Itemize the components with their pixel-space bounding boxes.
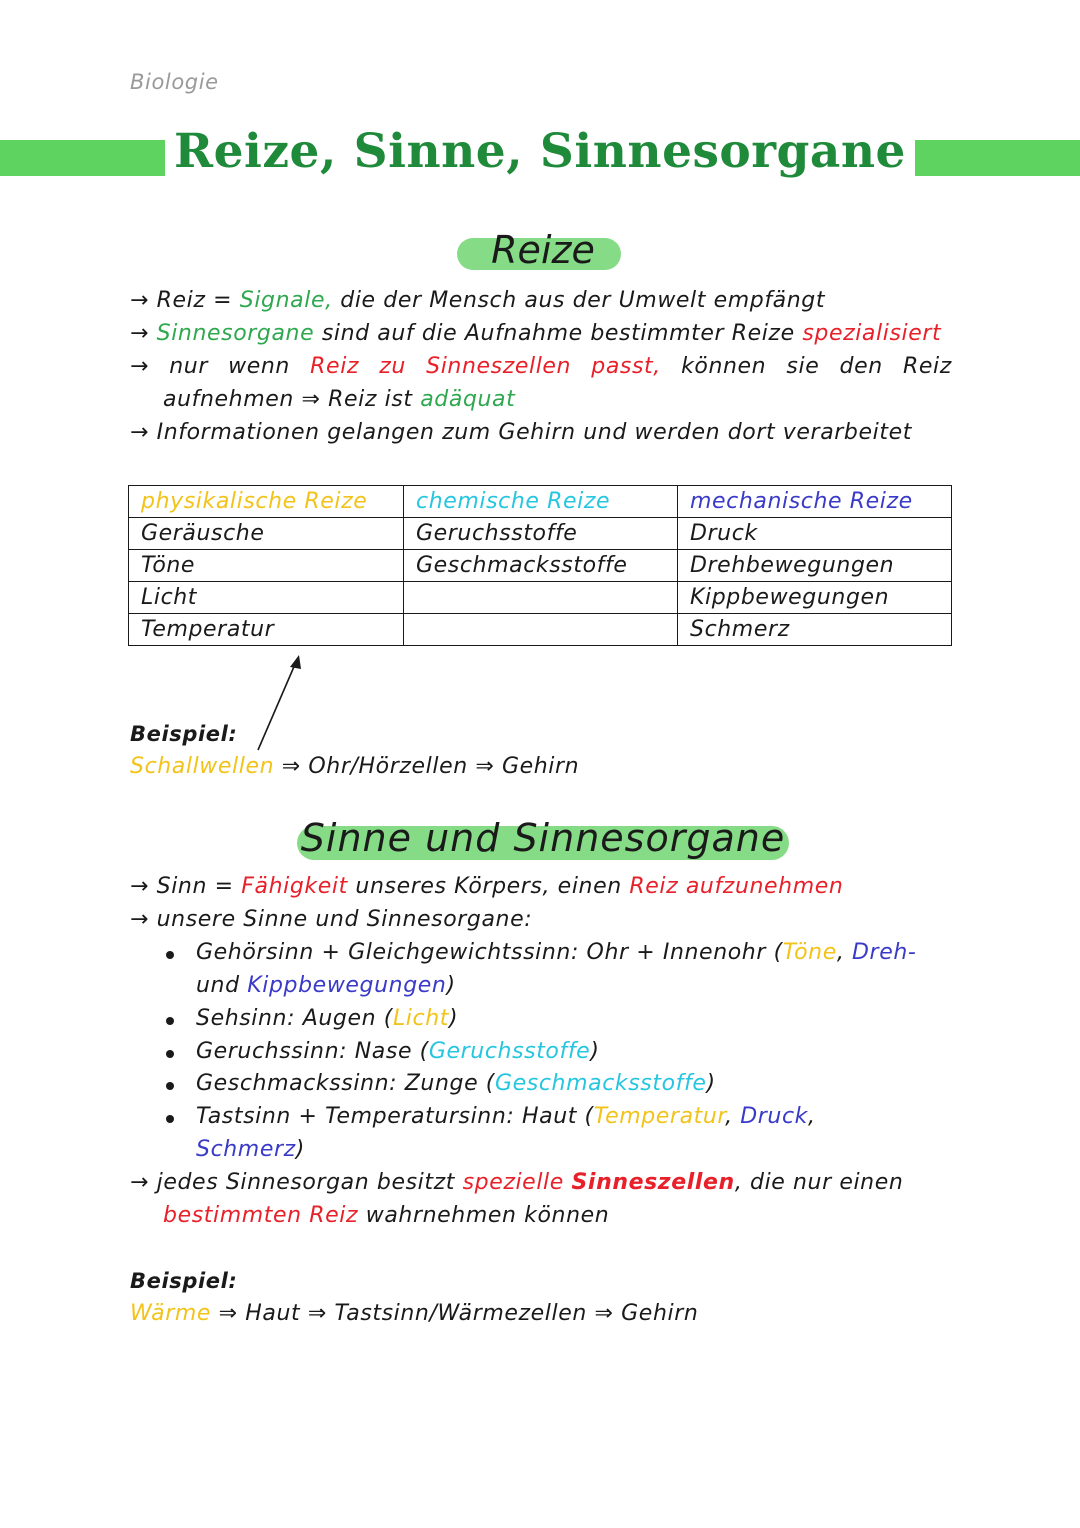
title-bar-left — [0, 140, 165, 176]
text: Reiz ist — [328, 387, 413, 412]
reize-line-2 — [130, 321, 941, 346]
reize-line-3 — [130, 354, 952, 379]
arrow-icon: → — [130, 354, 150, 379]
arrow-icon: → — [130, 420, 150, 445]
term-passt: passt, — [591, 354, 661, 379]
table-cell: Geräusche — [129, 518, 404, 550]
bullet-icon — [166, 1082, 174, 1090]
table-cell — [404, 614, 678, 646]
table-row — [129, 518, 952, 550]
arrow-icon: → — [130, 288, 150, 313]
implies-icon: ⇒ — [307, 1301, 327, 1326]
reize-line-1 — [130, 288, 825, 313]
arrow-icon: → — [130, 907, 150, 932]
list-item-continued — [196, 973, 456, 998]
bullet-icon — [166, 1115, 174, 1123]
arrow-icon: → — [130, 874, 150, 899]
term-bestimmten-reiz: bestimmten Reiz — [163, 1203, 359, 1228]
text: Gehörsinn + Gleichgewichtssinn: Ohr + Innenohr ( — [196, 940, 783, 965]
text: wenn — [228, 354, 290, 379]
table-header-row — [129, 486, 952, 518]
term-spezialisiert: spezialisiert — [802, 321, 942, 346]
reize-table — [128, 485, 952, 646]
column-header-mechanisch: mechanische Reize — [678, 486, 952, 518]
text: , die nur einen — [734, 1170, 904, 1195]
term-druck: Druck — [740, 1104, 809, 1129]
table-cell: Schmerz — [678, 614, 952, 646]
subject-label: Biologie — [130, 70, 219, 94]
table-cell: Geruchsstoffe — [404, 518, 678, 550]
list-item — [196, 1071, 716, 1096]
table-row — [129, 582, 952, 614]
arrow-icon: → — [130, 321, 150, 346]
table-cell: Geschmacksstoffe — [404, 550, 678, 582]
table-cell — [404, 582, 678, 614]
text: , — [725, 1104, 733, 1129]
bullet-icon — [166, 1017, 174, 1025]
title-bar-right — [915, 140, 1080, 176]
implies-icon: ⇒ — [218, 1301, 238, 1326]
term-adaequat: adäquat — [420, 387, 516, 412]
sinne-line-3 — [130, 1170, 903, 1195]
page-title: Reize, Sinne, Sinnesorgane — [174, 124, 906, 179]
reize-line-4 — [163, 387, 515, 412]
list-item-continued — [196, 1137, 305, 1162]
text: die der Mensch aus der Umwelt empfängt — [340, 288, 826, 313]
equals: = — [213, 288, 233, 313]
column-header-physikalisch: physikalische Reize — [129, 486, 404, 518]
term-faehigkeit: Fähigkeit — [241, 874, 348, 899]
text: sind auf die Aufnahme bestimmter Reize — [321, 321, 795, 346]
text: und — [196, 973, 240, 998]
reize-line-5 — [130, 420, 912, 445]
sinne-line-4 — [163, 1203, 609, 1228]
example-stimulus: Wärme — [130, 1301, 212, 1326]
text: jedes Sinnesorgan besitzt — [156, 1170, 455, 1195]
text: Sinn — [156, 874, 208, 899]
implies-icon: ⇒ — [301, 387, 321, 412]
list-item — [196, 1104, 816, 1129]
text: Tastsinn/Wärmezellen — [334, 1301, 587, 1326]
text: nur — [169, 354, 208, 379]
table-cell: Drehbewegungen — [678, 550, 952, 582]
term-spezielle: spezielle — [462, 1170, 564, 1195]
equals: = — [214, 874, 234, 899]
implies-icon: ⇒ — [594, 1301, 614, 1326]
text: Gehirn — [501, 754, 580, 779]
text: wahrnehmen können — [365, 1203, 610, 1228]
term-dreh: Dreh- — [852, 940, 917, 965]
table-row — [129, 614, 952, 646]
term-reiz: Reiz — [310, 354, 360, 379]
implies-icon: ⇒ — [475, 754, 495, 779]
text: ) — [448, 1006, 459, 1031]
example-stimulus: Schallwellen — [130, 754, 275, 779]
text: Geruchssinn: Nase ( — [196, 1039, 429, 1064]
table-cell: Druck — [678, 518, 952, 550]
text: unsere Sinne und Sinnesorgane: — [156, 907, 533, 932]
table-row — [129, 550, 952, 582]
term-schmerz: Schmerz — [196, 1137, 296, 1162]
example-label-2: Beispiel: — [130, 1269, 238, 1293]
bullet-icon — [166, 951, 174, 959]
text: Gehirn — [621, 1301, 699, 1326]
text: aufnehmen — [163, 387, 294, 412]
table-cell: Töne — [129, 550, 404, 582]
example-chain-1 — [130, 754, 579, 779]
column-header-chemisch: chemische Reize — [404, 486, 678, 518]
text: ) — [446, 973, 456, 998]
text: Informationen gelangen zum Gehirn und werden dort verarbeitet — [156, 420, 912, 445]
text: Reiz — [156, 288, 206, 313]
list-item — [196, 940, 916, 965]
table-cell: Licht — [129, 582, 404, 614]
table-cell: Temperatur — [129, 614, 404, 646]
text: Ohr/Hörzellen — [308, 754, 468, 779]
example-chain-2 — [130, 1301, 698, 1326]
text: ) — [295, 1137, 305, 1162]
list-item — [196, 1006, 458, 1031]
sinne-line-1 — [130, 874, 843, 899]
term-temperatur: Temperatur — [593, 1104, 726, 1129]
term-geschmacksstoffe: Geschmacksstoffe — [495, 1071, 707, 1096]
text: sie — [786, 354, 820, 379]
text: Tastsinn + Temperatursinn: Haut ( — [196, 1104, 594, 1129]
arrow-icon: → — [130, 1170, 150, 1195]
term-kippbewegungen: Kippbewegungen — [247, 973, 447, 998]
list-item — [196, 1039, 600, 1064]
term-sinnesorgane: Sinnesorgane — [156, 321, 315, 346]
term-geruchsstoffe: Geruchsstoffe — [428, 1039, 591, 1064]
text: können — [681, 354, 767, 379]
text: Geschmackssinn: Zunge ( — [196, 1071, 495, 1096]
text: unseres Körpers, einen — [355, 874, 622, 899]
text: , — [808, 1104, 816, 1129]
text: ) — [590, 1039, 600, 1064]
section-heading-sinne: Sinne und Sinnesorgane — [300, 816, 786, 860]
text: , — [836, 940, 845, 965]
bullet-icon — [166, 1050, 174, 1058]
section-heading-reize: Reize — [491, 228, 595, 272]
term-reiz-aufzunehmen: Reiz aufzunehmen — [629, 874, 844, 899]
term-zu: zu — [379, 354, 406, 379]
term-toene: Töne — [782, 940, 837, 965]
table-cell: Kippbewegungen — [678, 582, 952, 614]
text: den — [839, 354, 883, 379]
implies-icon: ⇒ — [281, 754, 301, 779]
sinne-line-2 — [130, 907, 532, 932]
text: Reiz — [902, 354, 952, 379]
term-licht: Licht — [392, 1006, 449, 1031]
term-sinneszellen: Sinneszellen — [571, 1170, 735, 1195]
text: ) — [706, 1071, 716, 1096]
term-sinneszellen: Sinneszellen — [426, 354, 572, 379]
text: Haut — [245, 1301, 301, 1326]
text: Sehsinn: Augen ( — [196, 1006, 393, 1031]
pointer-arrow-icon — [250, 650, 310, 755]
term-signale: Signale, — [239, 288, 333, 313]
example-label-1: Beispiel: — [130, 722, 238, 746]
